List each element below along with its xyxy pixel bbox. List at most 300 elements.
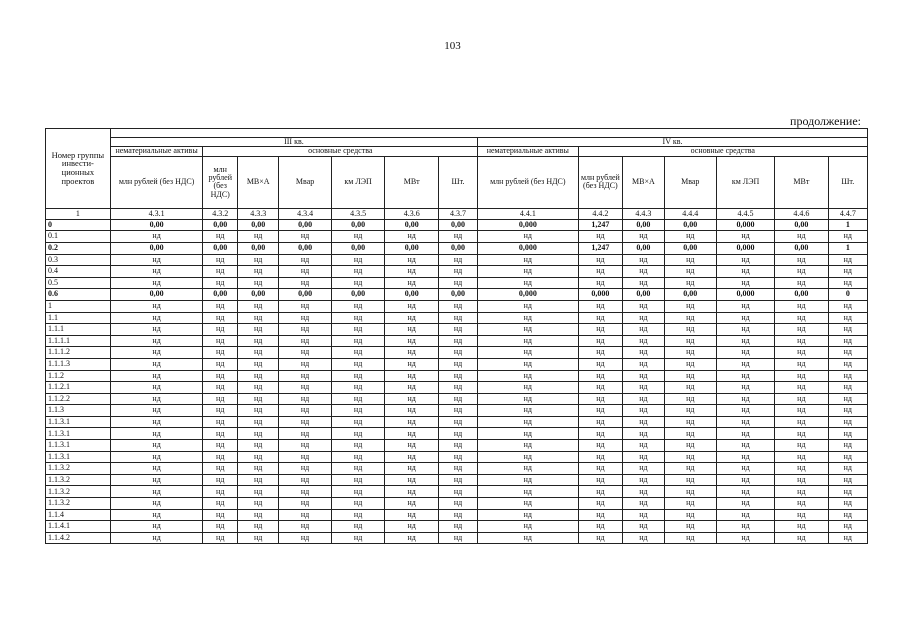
table-cell: нд	[478, 428, 578, 440]
table-cell: нд	[478, 486, 578, 498]
table-cell: нд	[110, 393, 203, 405]
table-cell: нд	[775, 416, 829, 428]
table-cell: нд	[279, 312, 331, 324]
table-cell: нд	[279, 451, 331, 463]
table-cell: нд	[331, 324, 385, 336]
table-cell: 0,000	[717, 219, 775, 231]
table-cell: 0,00	[238, 289, 279, 301]
table-cell: нд	[203, 277, 238, 289]
table-cell: нд	[331, 428, 385, 440]
table-cell: нд	[385, 393, 439, 405]
table-cell: нд	[439, 532, 478, 544]
table-cell: нд	[439, 451, 478, 463]
table-cell: нд	[775, 428, 829, 440]
table-cell: нд	[828, 277, 867, 289]
table-cell: нд	[331, 509, 385, 521]
table-cell: нд	[717, 463, 775, 475]
table-cell: нд	[385, 440, 439, 452]
table-cell: нд	[478, 312, 578, 324]
table-cell: нд	[203, 335, 238, 347]
table-cell: нд	[578, 277, 623, 289]
table-cell: нд	[664, 405, 716, 417]
table-cell: нд	[775, 370, 829, 382]
table-row	[46, 289, 868, 301]
table-cell: нд	[664, 254, 716, 266]
table-cell: нд	[203, 509, 238, 521]
table-cell: нд	[664, 428, 716, 440]
table-row	[46, 300, 868, 312]
row-code: 1.1.4	[46, 509, 111, 521]
table-cell: нд	[478, 358, 578, 370]
table-cell: нд	[717, 532, 775, 544]
table-cell: нд	[279, 405, 331, 417]
table-cell: нд	[828, 347, 867, 359]
table-row	[46, 231, 868, 243]
table-cell: нд	[828, 463, 867, 475]
table-cell: нд	[279, 532, 331, 544]
table-cell: нд	[717, 231, 775, 243]
table-cell: 1,247	[578, 219, 623, 231]
table-cell: нд	[828, 440, 867, 452]
table-cell: нд	[828, 382, 867, 394]
table-cell: нд	[775, 347, 829, 359]
table-cell: нд	[623, 382, 664, 394]
table-cell: нд	[775, 474, 829, 486]
table-cell: нд	[828, 416, 867, 428]
table-cell: нд	[439, 474, 478, 486]
table-cell: 0,00	[203, 219, 238, 231]
table-cell: нд	[279, 347, 331, 359]
table-row	[46, 521, 868, 533]
table-cell: нд	[279, 521, 331, 533]
table-cell: нд	[110, 440, 203, 452]
table-cell: нд	[578, 335, 623, 347]
table-cell: нд	[110, 231, 203, 243]
table-row	[46, 405, 868, 417]
table-cell: нд	[478, 382, 578, 394]
table-row	[46, 393, 868, 405]
table-row	[46, 219, 868, 231]
table-cell: нд	[331, 347, 385, 359]
table-cell: нд	[439, 405, 478, 417]
table-cell: 0,00	[775, 289, 829, 301]
table-cell: нд	[828, 335, 867, 347]
column-number: 4.3.7	[439, 208, 478, 219]
table-cell: нд	[331, 277, 385, 289]
table-cell: нд	[664, 277, 716, 289]
table-cell: нд	[385, 405, 439, 417]
table-cell: нд	[203, 440, 238, 452]
table-cell: нд	[203, 312, 238, 324]
header-unit: МВт	[385, 156, 439, 208]
table-cell: нд	[238, 312, 279, 324]
investment-table	[45, 128, 868, 544]
table-cell: нд	[238, 370, 279, 382]
table-cell: 0,00	[110, 242, 203, 254]
table-cell: нд	[623, 440, 664, 452]
table-cell: нд	[828, 486, 867, 498]
row-code: 0.5	[46, 277, 111, 289]
table-cell: нд	[478, 498, 578, 510]
row-code: 0.3	[46, 254, 111, 266]
table-cell: 0,000	[478, 242, 578, 254]
header-unit: Шт.	[439, 156, 478, 208]
table-cell: 0,00	[238, 219, 279, 231]
header-q3: III кв.	[110, 138, 477, 147]
row-code: 0.2	[46, 242, 111, 254]
table-cell: нд	[578, 347, 623, 359]
row-code: 1.1.1.1	[46, 335, 111, 347]
table-cell: нд	[623, 231, 664, 243]
header-unit: км ЛЭП	[331, 156, 385, 208]
table-cell: нд	[775, 266, 829, 278]
table-cell: нд	[439, 254, 478, 266]
table-cell: нд	[203, 428, 238, 440]
table-cell: нд	[110, 463, 203, 475]
table-cell: нд	[238, 509, 279, 521]
table-cell: нд	[203, 416, 238, 428]
table-cell: нд	[279, 474, 331, 486]
table-row	[46, 474, 868, 486]
header-q4-intangible: нематериальные активы	[478, 147, 578, 156]
table-cell: нд	[578, 509, 623, 521]
table-cell: нд	[110, 428, 203, 440]
table-cell: нд	[279, 428, 331, 440]
table-cell: нд	[203, 231, 238, 243]
row-code: 1.1.3.1	[46, 416, 111, 428]
table-cell: нд	[717, 358, 775, 370]
row-code: 1.1.3.1	[46, 440, 111, 452]
table-cell: нд	[110, 532, 203, 544]
table-cell: нд	[828, 405, 867, 417]
table-cell: нд	[623, 428, 664, 440]
table-cell: нд	[623, 335, 664, 347]
table-cell: нд	[385, 335, 439, 347]
table-cell: нд	[203, 382, 238, 394]
header-unit: км ЛЭП	[717, 156, 775, 208]
table-cell: нд	[203, 405, 238, 417]
row-code: 1.1.3.2	[46, 463, 111, 475]
table-cell: нд	[331, 451, 385, 463]
table-cell: 0,00	[279, 289, 331, 301]
table-cell: нд	[578, 324, 623, 336]
table-cell: 0,00	[439, 289, 478, 301]
table-cell: нд	[385, 451, 439, 463]
table-cell: нд	[623, 416, 664, 428]
header-unit: млн рублей (без НДС)	[578, 156, 623, 208]
table-cell: нд	[828, 498, 867, 510]
table-cell: нд	[385, 231, 439, 243]
header-unit: Мвар	[279, 156, 331, 208]
header-unit: Шт.	[828, 156, 867, 208]
table-cell: нд	[664, 440, 716, 452]
table-row	[46, 266, 868, 278]
table-cell: нд	[664, 231, 716, 243]
table-cell: нд	[279, 416, 331, 428]
row-code: 1.1.3.1	[46, 428, 111, 440]
table-cell: нд	[385, 300, 439, 312]
table-cell: нд	[717, 277, 775, 289]
table-cell: нд	[578, 393, 623, 405]
table-cell: нд	[439, 347, 478, 359]
table-cell: нд	[331, 231, 385, 243]
table-cell: нд	[331, 370, 385, 382]
table-cell: 0,000	[717, 242, 775, 254]
column-number: 4.4.3	[623, 208, 664, 219]
table-cell: нд	[623, 254, 664, 266]
table-cell: нд	[203, 254, 238, 266]
table-cell: нд	[238, 532, 279, 544]
table-row	[46, 254, 868, 266]
header-spacer	[110, 129, 867, 138]
table-cell: нд	[717, 498, 775, 510]
header-project-group: Номер группы инвести-ционных проектов	[46, 129, 111, 209]
table-cell: нд	[385, 370, 439, 382]
table-cell: нд	[828, 231, 867, 243]
row-code: 1.1.3.2	[46, 486, 111, 498]
table-cell: нд	[331, 498, 385, 510]
header-unit: МВ×А	[623, 156, 664, 208]
table-cell: нд	[578, 428, 623, 440]
table-cell: нд	[385, 266, 439, 278]
table-cell: нд	[578, 312, 623, 324]
table-cell: нд	[110, 266, 203, 278]
header-q3-intangible: нематериальные активы	[110, 147, 203, 156]
table-cell: нд	[478, 254, 578, 266]
table-cell: нд	[331, 405, 385, 417]
table-cell: нд	[623, 463, 664, 475]
table-cell: нд	[775, 463, 829, 475]
table-cell: нд	[279, 300, 331, 312]
table-cell: нд	[623, 498, 664, 510]
header-q3-fixed-assets: основные средства	[203, 147, 478, 156]
table-cell: нд	[331, 266, 385, 278]
table-cell: нд	[439, 300, 478, 312]
table-cell: нд	[775, 532, 829, 544]
table-cell: нд	[664, 393, 716, 405]
table-cell: нд	[203, 521, 238, 533]
table-cell: нд	[775, 382, 829, 394]
table-cell: нд	[664, 335, 716, 347]
row-code: 0	[46, 219, 111, 231]
table-cell: 0,00	[623, 289, 664, 301]
table-cell: нд	[279, 509, 331, 521]
table-cell: нд	[110, 474, 203, 486]
table-cell: нд	[238, 428, 279, 440]
table-cell: нд	[623, 266, 664, 278]
continued-label: продолжение:	[790, 114, 861, 128]
table-cell: нд	[664, 382, 716, 394]
table-row	[46, 416, 868, 428]
table-cell: нд	[828, 532, 867, 544]
table-cell: нд	[578, 451, 623, 463]
table-cell: нд	[478, 335, 578, 347]
table-cell: нд	[478, 474, 578, 486]
row-code: 1.1.2.2	[46, 393, 111, 405]
table-cell: нд	[664, 451, 716, 463]
table-cell: нд	[717, 335, 775, 347]
table-cell: нд	[717, 312, 775, 324]
row-code: 1.1	[46, 312, 111, 324]
table-cell: нд	[238, 498, 279, 510]
table-cell: нд	[664, 498, 716, 510]
table-row	[46, 463, 868, 475]
table-cell: нд	[238, 324, 279, 336]
table-cell: нд	[828, 521, 867, 533]
table-cell: нд	[385, 428, 439, 440]
table-cell: нд	[279, 254, 331, 266]
table-cell: нд	[439, 428, 478, 440]
table-cell: нд	[238, 521, 279, 533]
column-number: 4.3.3	[238, 208, 279, 219]
row-code: 1.1.2	[46, 370, 111, 382]
table-cell: нд	[203, 324, 238, 336]
header-unit: млн рублей (без НДС)	[110, 156, 203, 208]
table-cell: нд	[279, 382, 331, 394]
table-cell: нд	[279, 463, 331, 475]
table-cell: нд	[238, 300, 279, 312]
row-code: 1.1.3.1	[46, 451, 111, 463]
table-cell: нд	[203, 451, 238, 463]
table-cell: нд	[203, 463, 238, 475]
table-cell: 0,00	[279, 219, 331, 231]
table-row	[46, 428, 868, 440]
table-cell: нд	[664, 509, 716, 521]
table-cell: нд	[717, 428, 775, 440]
table-cell: нд	[439, 498, 478, 510]
table-cell: нд	[110, 486, 203, 498]
table-cell: нд	[478, 405, 578, 417]
table-cell: нд	[717, 486, 775, 498]
table-cell: нд	[238, 266, 279, 278]
table-cell: нд	[110, 254, 203, 266]
table-cell: нд	[439, 312, 478, 324]
table-cell: нд	[439, 486, 478, 498]
table-cell: нд	[478, 277, 578, 289]
table-cell: 0	[828, 289, 867, 301]
column-number: 4.4.2	[578, 208, 623, 219]
table-cell: нд	[385, 521, 439, 533]
table-cell: нд	[478, 347, 578, 359]
table-cell: нд	[478, 393, 578, 405]
table-cell: нд	[664, 416, 716, 428]
table-cell: нд	[664, 266, 716, 278]
table-row	[46, 277, 868, 289]
table-row	[46, 242, 868, 254]
table-row	[46, 358, 868, 370]
table-cell: нд	[775, 509, 829, 521]
table-cell: нд	[203, 532, 238, 544]
table-cell: нд	[717, 440, 775, 452]
table-cell: нд	[623, 358, 664, 370]
table-cell: нд	[717, 393, 775, 405]
table-cell: 0,00	[385, 289, 439, 301]
table-cell: нд	[717, 382, 775, 394]
table-cell: нд	[279, 231, 331, 243]
table-cell: нд	[385, 382, 439, 394]
table-cell: нд	[110, 324, 203, 336]
table-cell: 1,247	[578, 242, 623, 254]
column-number: 4.4.6	[775, 208, 829, 219]
table-cell: нд	[238, 358, 279, 370]
table-cell: нд	[478, 532, 578, 544]
table-cell: нд	[385, 254, 439, 266]
table-cell: 0,000	[478, 219, 578, 231]
table-cell: нд	[775, 324, 829, 336]
row-code: 1.1.4.2	[46, 532, 111, 544]
table-cell: нд	[110, 405, 203, 417]
table-cell: нд	[238, 451, 279, 463]
table-cell: 0,00	[331, 289, 385, 301]
table-cell: нд	[828, 300, 867, 312]
table-cell: 0,00	[331, 219, 385, 231]
table-cell: нд	[717, 509, 775, 521]
table-cell: нд	[478, 324, 578, 336]
table-cell: нд	[828, 370, 867, 382]
table-cell: 0,00	[110, 219, 203, 231]
table-cell: нд	[110, 300, 203, 312]
table-cell: нд	[623, 370, 664, 382]
table-cell: нд	[331, 463, 385, 475]
table-cell: нд	[203, 347, 238, 359]
table-cell: 0,00	[331, 242, 385, 254]
table-cell: нд	[238, 254, 279, 266]
table-cell: нд	[439, 231, 478, 243]
table-cell: нд	[439, 277, 478, 289]
table-cell: нд	[238, 486, 279, 498]
table-cell: нд	[578, 440, 623, 452]
table-cell: нд	[623, 486, 664, 498]
table-row	[46, 509, 868, 521]
table-cell: нд	[664, 370, 716, 382]
table-cell: нд	[385, 358, 439, 370]
table-cell: нд	[238, 347, 279, 359]
table-cell: нд	[623, 300, 664, 312]
table-cell: нд	[664, 486, 716, 498]
table-cell: нд	[110, 451, 203, 463]
column-number: 4.3.6	[385, 208, 439, 219]
table-cell: 0,00	[279, 242, 331, 254]
column-number: 4.4.1	[478, 208, 578, 219]
table-cell: нд	[478, 509, 578, 521]
table-row	[46, 382, 868, 394]
table-cell: нд	[578, 405, 623, 417]
header-unit: Мвар	[664, 156, 716, 208]
table-cell: нд	[279, 335, 331, 347]
table-row	[46, 335, 868, 347]
table-cell: нд	[331, 440, 385, 452]
table-cell: 0,00	[664, 219, 716, 231]
table-row	[46, 347, 868, 359]
header-unit: млн рублей (без НДС)	[478, 156, 578, 208]
row-code: 0.1	[46, 231, 111, 243]
table-cell: нд	[578, 358, 623, 370]
table-cell: нд	[238, 463, 279, 475]
table-cell: нд	[110, 382, 203, 394]
table-cell: нд	[279, 370, 331, 382]
table-cell: нд	[664, 347, 716, 359]
column-number: 4.3.5	[331, 208, 385, 219]
table-cell: нд	[385, 463, 439, 475]
row-code: 1.1.3.2	[46, 498, 111, 510]
table-cell: нд	[439, 335, 478, 347]
table-cell: 0,00	[203, 242, 238, 254]
table-cell: нд	[828, 474, 867, 486]
table-cell: нд	[775, 486, 829, 498]
table-cell: нд	[385, 509, 439, 521]
table-row	[46, 451, 868, 463]
table-cell: нд	[828, 324, 867, 336]
